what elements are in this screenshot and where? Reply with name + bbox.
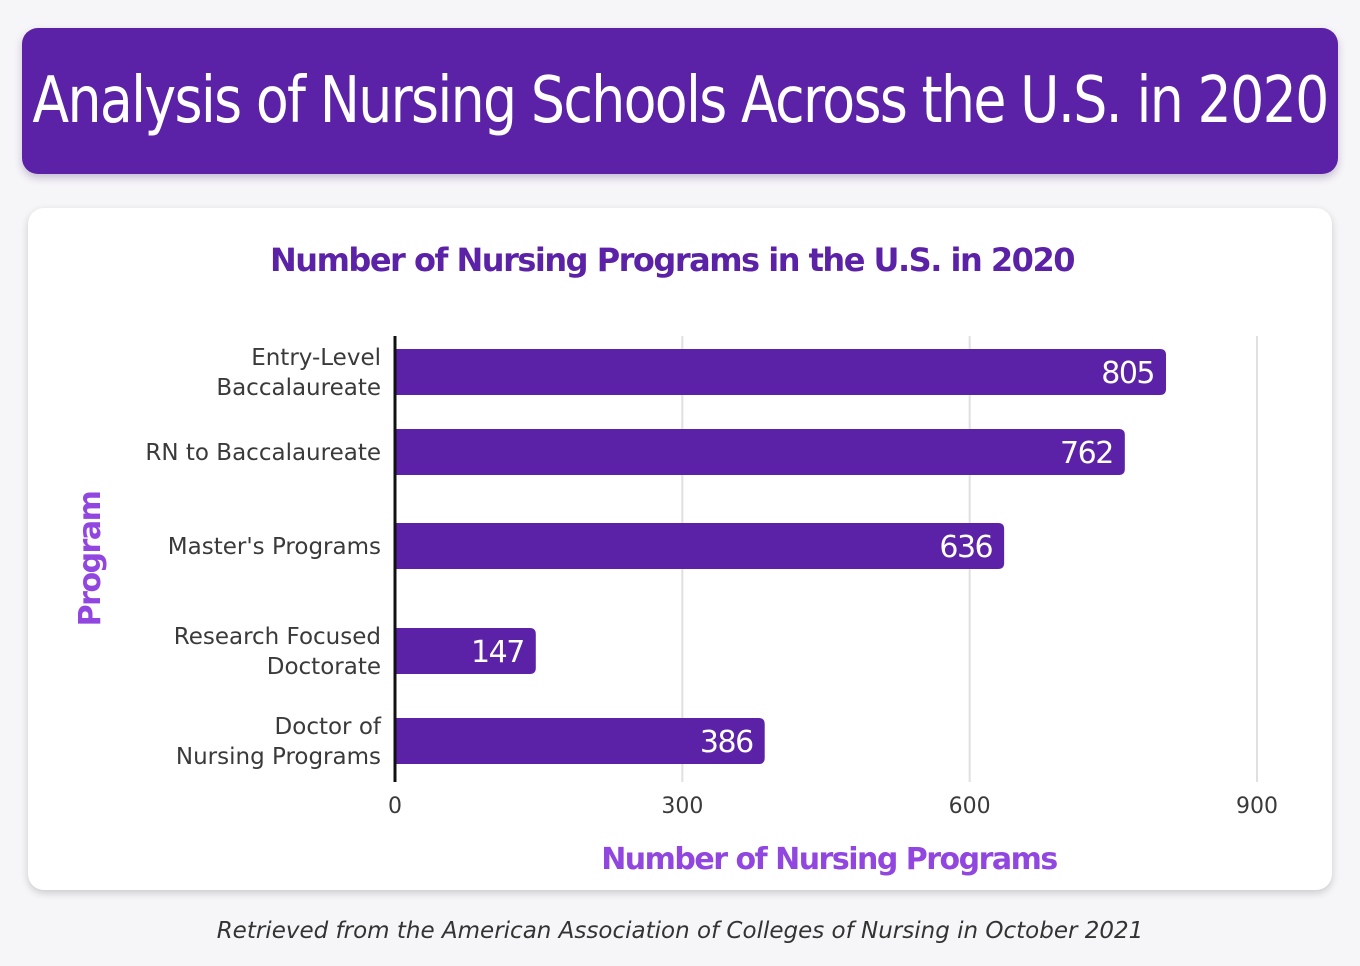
- x-tick-label: 0: [388, 794, 402, 819]
- tick-labels: [388, 794, 1278, 819]
- category-label: [174, 624, 381, 680]
- y-axis-title: Program: [73, 491, 108, 627]
- bar: [395, 523, 1004, 569]
- category-label-line: Doctor of: [274, 714, 381, 740]
- bar-value-label: 805: [1101, 356, 1155, 391]
- category-label: [168, 534, 381, 560]
- category-label-line: Baccalaureate: [216, 375, 381, 401]
- title-banner: [22, 28, 1338, 174]
- page-title: Analysis of Nursing Schools Across the U.S. in 2020: [32, 64, 1328, 138]
- x-axis-title: Number of Nursing Programs: [601, 842, 1057, 877]
- bar-value-label: 147: [471, 635, 524, 670]
- x-tick-label: 600: [948, 794, 991, 819]
- category-label-line: Nursing Programs: [175, 744, 381, 770]
- category-label-line: Doctorate: [266, 654, 381, 680]
- bars: [395, 349, 1166, 764]
- category-labels: [145, 345, 381, 770]
- x-tick-label: 900: [1236, 794, 1278, 819]
- x-tick-label: 300: [661, 794, 704, 819]
- category-label-line: Master's Programs: [167, 534, 381, 560]
- chart-title: Number of Nursing Programs in the U.S. in 2020: [270, 241, 1074, 279]
- category-label: [145, 440, 381, 466]
- bar-value-label: 762: [1060, 436, 1113, 471]
- bar-value-label: 636: [939, 530, 993, 565]
- bar-value-label: 386: [699, 725, 753, 760]
- source-note: Retrieved from the American Association of Colleges of Nursing in October 2021: [216, 918, 1144, 944]
- chart-card: [28, 208, 1332, 890]
- bar-chart: [28, 208, 1332, 890]
- bar: [395, 429, 1125, 475]
- bar: [395, 349, 1166, 395]
- category-label: [176, 714, 382, 770]
- category-label-line: Entry-Level: [251, 345, 381, 371]
- category-label: [216, 345, 381, 401]
- category-label-line: Research Focused: [173, 624, 381, 650]
- category-label-line: RN to Baccalaureate: [145, 440, 381, 466]
